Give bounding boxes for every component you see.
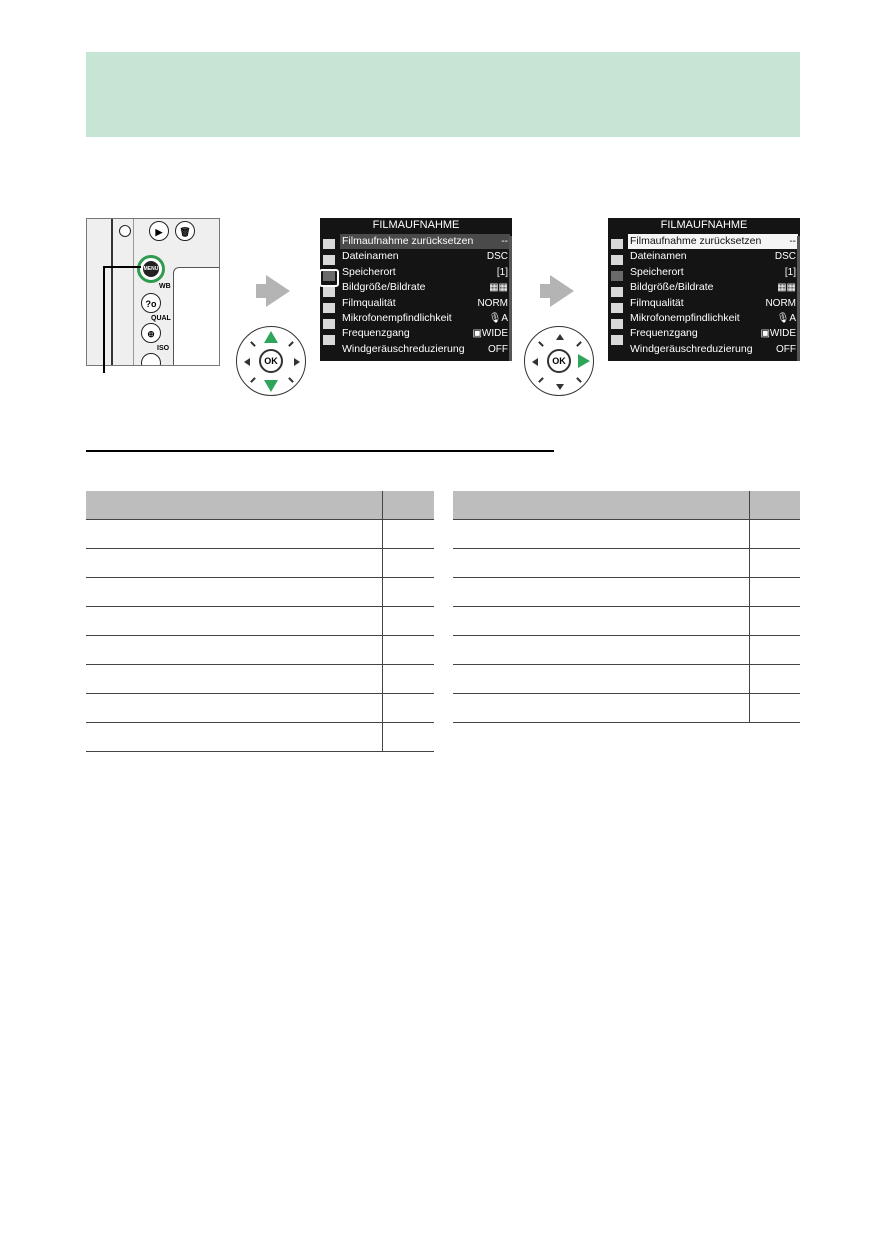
table-cell — [453, 694, 750, 723]
multi-selector-right — [524, 326, 594, 396]
down-arrow-icon — [264, 380, 278, 392]
menu-scrollbar — [509, 236, 512, 361]
table-cell — [383, 694, 435, 723]
table-cell — [453, 578, 750, 607]
table-row — [86, 723, 434, 752]
table-cell — [453, 607, 750, 636]
menu-screen-2 — [608, 218, 800, 361]
table-cell — [86, 520, 383, 549]
step-arrow-icon — [550, 275, 574, 307]
table-cell — [750, 665, 801, 694]
playback-menu-icon — [323, 239, 335, 249]
menu-item[interactable]: Dateinamen DSC — [630, 250, 796, 263]
menu-item[interactable]: Filmaufnahme zurücksetzen -- — [340, 234, 510, 249]
menu-screen-title: FILMAUFNAHME — [660, 219, 748, 231]
playback-button-icon: ▶ — [149, 221, 169, 241]
multi-selector-up-down — [236, 326, 306, 396]
right-arrow-icon — [294, 358, 300, 366]
header-band — [86, 52, 800, 137]
camera-screen-panel — [173, 267, 220, 366]
menu-button[interactable] — [137, 255, 165, 283]
table-cell — [86, 723, 383, 752]
dial-tick — [250, 341, 256, 347]
menu-item[interactable]: Windgeräuschreduzierung OFF — [342, 342, 508, 355]
table-cell — [453, 636, 750, 665]
photo-shooting-menu-icon — [611, 255, 623, 265]
menu-item[interactable]: Filmqualität NORM — [630, 296, 796, 309]
up-arrow-icon — [264, 331, 278, 343]
menu-tab-column — [608, 233, 626, 361]
custom-settings-menu-icon — [323, 287, 335, 297]
menu-item[interactable]: Bildgröße/Bildrate ▦▦ — [342, 281, 508, 294]
menu-item[interactable]: Mikrofonempfindlichkeit 🎙A — [630, 311, 796, 324]
table-row — [86, 549, 434, 578]
table-cell — [453, 520, 750, 549]
menu-item[interactable]: Filmaufnahme zurücksetzen -- — [628, 234, 798, 249]
table-cell — [750, 549, 801, 578]
retouch-menu-icon — [323, 319, 335, 329]
iso-label: ISO — [157, 345, 170, 352]
table-cell — [383, 578, 435, 607]
menu-item[interactable]: Dateinamen DSC — [342, 250, 508, 263]
iso-button-icon — [141, 353, 161, 366]
table-cell — [750, 578, 801, 607]
wb-label: WB — [159, 283, 171, 290]
menu-item-list — [628, 234, 798, 357]
dial-tick — [538, 377, 544, 383]
section-divider — [86, 450, 554, 452]
options-table-right — [453, 491, 800, 723]
menu-item[interactable]: Frequenzgang ▣WIDE — [630, 327, 796, 340]
up-arrow-icon — [556, 334, 564, 340]
table-cell — [383, 665, 435, 694]
menu-item[interactable]: Windgeräuschreduzierung OFF — [630, 342, 796, 355]
table-row — [86, 694, 434, 723]
table-cell — [453, 549, 750, 578]
table-row — [453, 694, 800, 723]
menu-item[interactable]: Mikrofonempfindlichkeit 🎙A — [342, 311, 508, 324]
table-cell — [750, 520, 801, 549]
options-table-left — [86, 491, 434, 752]
camera-edge — [111, 219, 134, 366]
menu-button-label: MENU — [143, 261, 159, 277]
table-cell — [86, 549, 383, 578]
eyepiece-knob-icon — [119, 225, 131, 237]
table-header-cell — [383, 491, 435, 520]
help-protect-button-icon: ?o — [141, 293, 161, 313]
dial-tick — [288, 341, 294, 347]
my-menu-icon — [323, 335, 335, 345]
table-row — [453, 578, 800, 607]
my-menu-icon — [611, 335, 623, 345]
right-arrow-icon — [578, 354, 590, 368]
table-header-cell — [86, 491, 383, 520]
ok-button: OK — [547, 349, 571, 373]
menu-item[interactable]: Frequenzgang ▣WIDE — [342, 327, 508, 340]
table-cell — [453, 665, 750, 694]
playback-menu-icon — [611, 239, 623, 249]
table-cell — [383, 723, 435, 752]
table-header-row — [86, 491, 434, 520]
menu-screen-1 — [320, 218, 512, 361]
table-cell — [383, 607, 435, 636]
table-cell — [383, 520, 435, 549]
table-header-cell — [453, 491, 750, 520]
table-cell — [383, 549, 435, 578]
left-arrow-icon — [532, 358, 538, 366]
step-arrow-icon — [266, 275, 290, 307]
table-row — [86, 578, 434, 607]
menu-item[interactable]: Filmqualität NORM — [342, 296, 508, 309]
table-cell — [86, 694, 383, 723]
down-arrow-icon — [556, 384, 564, 390]
table-row — [453, 636, 800, 665]
callout-leader-line-horizontal — [103, 266, 141, 268]
callout-leader-line — [103, 266, 105, 373]
menu-scrollbar — [797, 236, 800, 361]
camera-back-illustration — [86, 218, 220, 366]
custom-settings-menu-icon — [611, 287, 623, 297]
table-row — [86, 607, 434, 636]
left-arrow-icon — [244, 358, 250, 366]
table-cell — [750, 694, 801, 723]
dial-tick — [288, 377, 294, 383]
table-cell — [750, 636, 801, 665]
dial-tick — [576, 377, 582, 383]
setup-menu-icon — [611, 303, 623, 313]
table-cell — [86, 578, 383, 607]
zoom-in-button-icon: ⊕ — [141, 323, 161, 343]
menu-screen-title: FILMAUFNAHME — [372, 219, 460, 231]
qual-label: QUAL — [151, 315, 171, 322]
menu-item[interactable]: Bildgröße/Bildrate ▦▦ — [630, 281, 796, 294]
ok-button: OK — [259, 349, 283, 373]
setup-menu-icon — [323, 303, 335, 313]
tab-focus-ring — [320, 269, 339, 287]
photo-shooting-menu-icon — [323, 255, 335, 265]
menu-item[interactable]: Speicherort [1] — [630, 265, 796, 278]
delete-button-icon: 🗑 — [175, 221, 195, 241]
table-cell — [86, 607, 383, 636]
table-cell — [86, 636, 383, 665]
table-row — [453, 665, 800, 694]
dial-tick — [576, 341, 582, 347]
dial-tick — [538, 341, 544, 347]
table-row — [86, 665, 434, 694]
movie-shooting-menu-icon — [611, 271, 623, 281]
table-cell — [86, 665, 383, 694]
table-row — [86, 520, 434, 549]
table-header-row — [453, 491, 800, 520]
table-row — [453, 607, 800, 636]
table-cell — [383, 636, 435, 665]
table-row — [453, 549, 800, 578]
menu-tab-column — [320, 233, 338, 361]
table-row — [453, 520, 800, 549]
table-header-cell — [750, 491, 801, 520]
dial-tick — [250, 377, 256, 383]
menu-item[interactable]: Speicherort [1] — [342, 265, 508, 278]
table-row — [86, 636, 434, 665]
retouch-menu-icon — [611, 319, 623, 329]
table-cell — [750, 607, 801, 636]
menu-item-list — [340, 234, 510, 357]
